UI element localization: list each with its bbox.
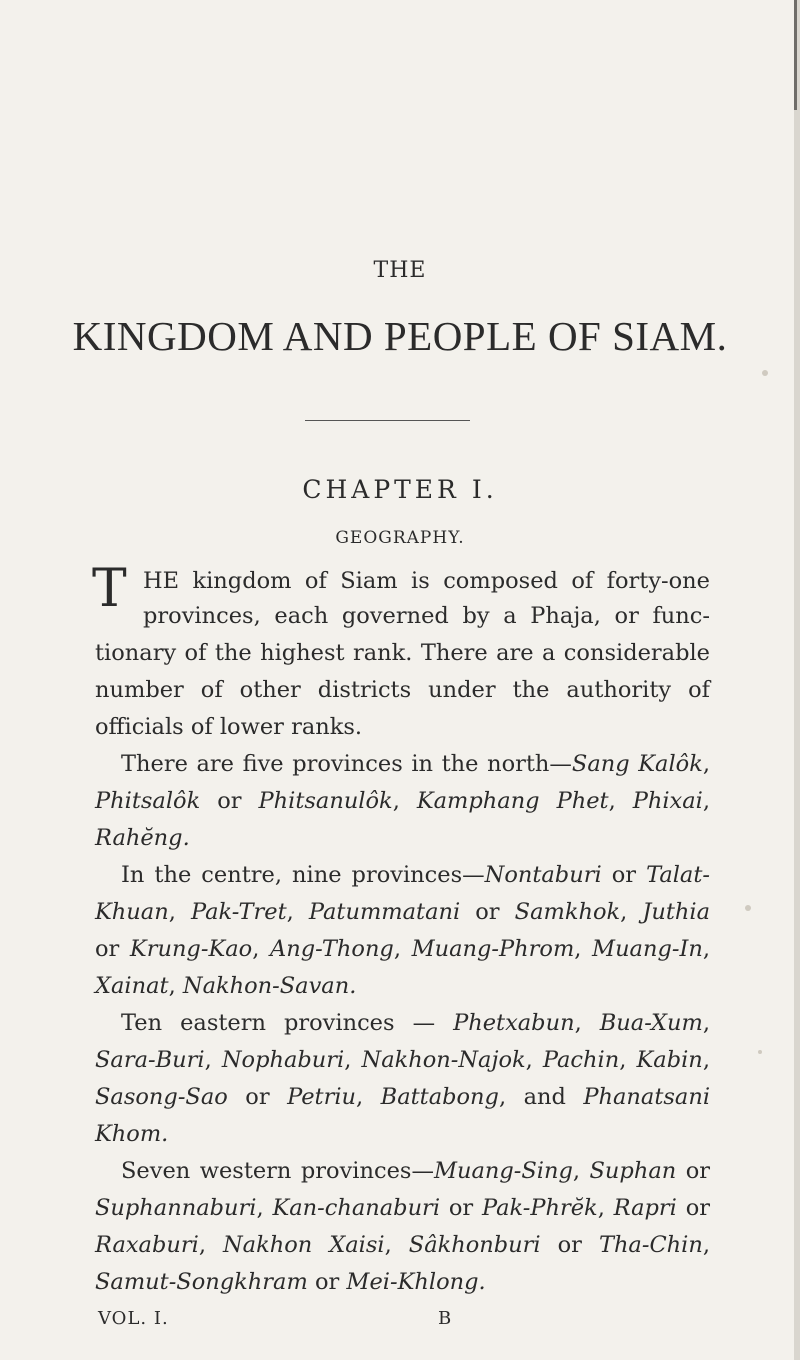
province-name: Juthia: [642, 899, 711, 925]
paragraph-line: Phitsalôk or Phitsanulôk, Kamphang Phet, Phixai,: [95, 788, 710, 814]
connector-word: or: [475, 899, 500, 925]
province-name: Nakhon-Savan.: [182, 973, 357, 999]
province-name: Khom.: [95, 1121, 169, 1147]
paragraph-line: There are five provinces in the north—Sang Kalôk,: [121, 751, 710, 777]
province-name: Patummatani: [308, 899, 461, 925]
paragraph-line: or Krung-Kao, Ang-Thong, Muang-Phrom, Muang-In,: [95, 936, 711, 962]
province-name: Raxaburi: [95, 1232, 199, 1258]
connector-word: or: [95, 936, 120, 962]
province-name: Nakhon-Najok: [361, 1047, 526, 1073]
province-name: Suphannaburi: [95, 1195, 257, 1221]
province-name: Xainat: [95, 973, 169, 999]
province-name: Pachin: [542, 1047, 620, 1073]
province-name: Khuan: [95, 899, 169, 925]
province-name: Kan-chanaburi: [272, 1195, 441, 1221]
connector-word: and: [523, 1084, 566, 1110]
paragraph-line: Sasong-Sao or Petriu, Battabong, and Phanatsani: [95, 1084, 711, 1110]
paragraph-line: Ten eastern provinces — Phetxabun, Bua-Xum,: [121, 1010, 710, 1036]
province-name: Pak-Phrĕk: [481, 1195, 598, 1221]
province-name: Nakhon Xaisi: [222, 1232, 385, 1258]
title-divider: [305, 420, 470, 421]
signature-mark: B: [438, 1308, 453, 1329]
province-name: Sâkhonburi: [408, 1232, 541, 1258]
province-name: Pak-Tret: [190, 899, 287, 925]
province-name: Sasong-Sao: [95, 1084, 228, 1110]
pre-title: THE: [373, 258, 427, 283]
connector-word: or: [217, 788, 242, 814]
province-name: Rahĕng.: [95, 825, 190, 851]
connector-word: or: [448, 1195, 474, 1221]
paragraph-line: Xainat, Nakhon-Savan.: [95, 973, 357, 999]
paper-fleck: [745, 905, 751, 911]
paragraph-line: HE kingdom of Siam is composed of forty-one: [143, 568, 710, 594]
province-name: Phetxabun: [453, 1010, 575, 1036]
section-heading: GEOGRAPHY.: [335, 528, 465, 548]
province-name: Bua-Xum: [599, 1010, 703, 1036]
connector-word: or: [245, 1084, 270, 1110]
province-name: Phitsanulôk: [258, 788, 393, 814]
connector-word: or: [314, 1269, 340, 1295]
north-intro: There are five provinces in the north—: [121, 751, 572, 777]
province-name: Sara-Buri: [95, 1047, 205, 1073]
connector-word: or: [685, 1158, 710, 1184]
province-name: Phixai: [632, 788, 703, 814]
province-name: Kabin: [636, 1047, 703, 1073]
paragraph-line: [95, 827, 710, 850]
paper-fleck: [762, 370, 768, 376]
province-name: Talat-: [646, 862, 710, 888]
paragraph-line: Suphannaburi, Kan-chanaburi or Pak-Phrĕk, Rapri or: [95, 1195, 711, 1221]
province-name: Suphan: [589, 1158, 677, 1184]
paragraph-line: [121, 864, 710, 887]
connector-word: or: [685, 1195, 711, 1221]
province-name: Muang-In: [592, 936, 703, 962]
page-edge: [794, 0, 800, 1360]
paragraph-line: provinces, each governed by a Phaja, or func-: [143, 603, 710, 629]
paragraph-line: tionary of the highest rank. There are a considerable: [95, 640, 710, 666]
east-intro: Ten eastern provinces —: [121, 1010, 454, 1036]
centre-intro: In the centre, nine provinces—: [121, 862, 485, 888]
paragraph-line: [95, 1123, 710, 1146]
paper-fleck: [758, 1050, 762, 1054]
province-name: Muang-Phrom: [411, 936, 575, 962]
province-name: Sang Kalôk: [571, 751, 703, 777]
province-name: Phitsalôk: [95, 788, 201, 814]
province-name: Nontaburi: [484, 862, 602, 888]
connector-word: or: [611, 862, 637, 888]
province-name: Samut-Songkhram: [95, 1269, 308, 1295]
province-name: Muang-Sing: [433, 1158, 573, 1184]
page-edge-shadow: [794, 0, 797, 110]
west-intro: Seven western provinces—: [121, 1158, 434, 1184]
province-name: Krung-Kao: [129, 936, 253, 962]
province-name: Nophaburi: [221, 1047, 345, 1073]
province-name: Battabong: [380, 1084, 499, 1110]
paragraph-line: Sara-Buri, Nophaburi, Nakhon-Najok, Pachin, Kabin,: [95, 1047, 710, 1073]
book-title: KINGDOM AND PEOPLE OF SIAM.: [72, 313, 728, 359]
drop-cap: T: [92, 559, 127, 619]
paragraph-line: officials of lower ranks.: [95, 714, 363, 740]
province-name: Rapri: [613, 1195, 677, 1221]
province-name: Kamphang Phet: [416, 788, 609, 814]
chapter-heading: CHAPTER I.: [302, 475, 498, 504]
connector-word: or: [557, 1232, 582, 1258]
paragraph-line: Khuan, Pak-Tret, Patummatani or Samkhok, Juthia: [95, 899, 711, 925]
paragraph-line: [95, 1271, 710, 1294]
paragraph-line: Raxaburi, Nakhon Xaisi, Sâkhonburi or Tha-Chin,: [95, 1232, 711, 1258]
province-name: Samkhok: [514, 899, 621, 925]
volume-marker: VOL. I.: [98, 1308, 169, 1329]
province-name: Ang-Thong: [269, 936, 394, 962]
province-name: Mei-Khlong.: [346, 1269, 486, 1295]
paragraph-line: number of other districts under the authority of: [95, 677, 710, 703]
province-name: Phanatsani: [583, 1084, 711, 1110]
paragraph-line: Seven western provinces—Muang-Sing, Suphan or: [121, 1158, 710, 1184]
province-name: Petriu: [287, 1084, 357, 1110]
province-name: Tha-Chin: [598, 1232, 703, 1258]
